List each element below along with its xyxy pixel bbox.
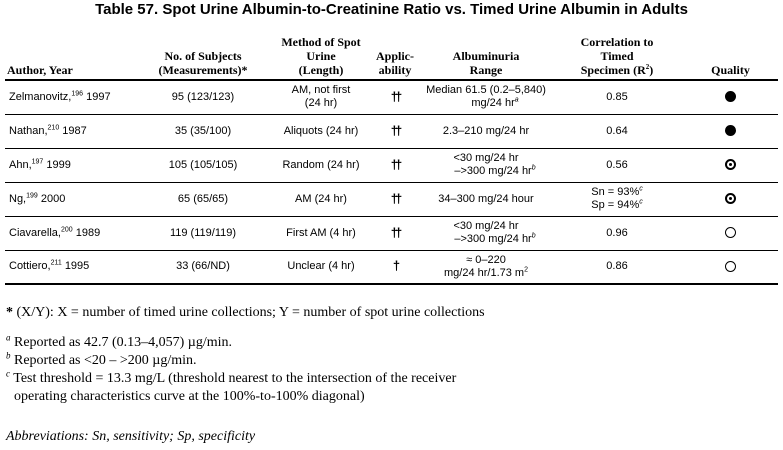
method-line: Aliquots (24 hr) bbox=[283, 124, 359, 137]
cell-quality bbox=[683, 80, 778, 114]
reference-number: 210 bbox=[47, 123, 60, 131]
correlation-value: Sn = 93% bbox=[591, 186, 640, 198]
table-row bbox=[5, 250, 778, 284]
cell-author bbox=[5, 182, 133, 216]
reference-number: 197 bbox=[31, 157, 44, 165]
col-header-method: Method of Spot Urine (Length) bbox=[273, 24, 369, 80]
method-line: Random (24 hr) bbox=[282, 158, 360, 171]
cell-method bbox=[273, 216, 369, 250]
cell-correlation bbox=[551, 250, 683, 284]
footnote-c: $^c$ Test threshold = 13.3 mg/L (threshold nearest to the intersection of the receiver bbox=[6, 368, 457, 386]
year: 1999 bbox=[46, 158, 71, 171]
footnote-marker: c bbox=[639, 185, 643, 193]
cell-author bbox=[5, 250, 133, 284]
quality-fair-icon bbox=[725, 159, 736, 170]
cell-range bbox=[421, 216, 551, 250]
col-header-correlation: Correlation to Timed Specimen $(R^2)$ bbox=[551, 24, 683, 80]
reference-number: 211 bbox=[50, 259, 62, 267]
cell-subjects: 119 (119/119) bbox=[133, 216, 273, 250]
quality-poor-icon bbox=[725, 261, 736, 272]
reference-number: 199 bbox=[26, 191, 38, 199]
cell-author bbox=[5, 80, 133, 114]
range-line: mg/24 hr bbox=[471, 97, 515, 110]
cell-range bbox=[421, 148, 551, 182]
method-line: AM, not first bbox=[291, 84, 351, 97]
author-name: Nathan, bbox=[9, 124, 48, 137]
cell-applicability bbox=[369, 114, 421, 148]
cell-method bbox=[273, 114, 369, 148]
range-line: 34–300 mg/24 hour bbox=[438, 192, 534, 205]
quality-fair-icon bbox=[725, 193, 736, 204]
range-line: mg/24 hr/1.73 m bbox=[444, 266, 525, 279]
correlation-value: Sp = 94% bbox=[591, 199, 640, 211]
range-line: ≈ 0–220 bbox=[466, 253, 506, 266]
two-people-icon: †† bbox=[390, 88, 400, 104]
table-row bbox=[5, 114, 778, 148]
one-person-icon: † bbox=[392, 258, 398, 274]
author-name: Ng, bbox=[9, 192, 27, 205]
cell-range bbox=[421, 114, 551, 148]
cell-applicability bbox=[369, 216, 421, 250]
two-people-icon: †† bbox=[390, 224, 400, 240]
footnote-marker: b bbox=[531, 232, 536, 240]
col-header-subjects: No. of Subjects (Measurements)* bbox=[133, 24, 273, 80]
cell-method bbox=[273, 250, 369, 284]
cell-correlation bbox=[551, 80, 683, 114]
correlation-value: 0.56 bbox=[606, 158, 628, 171]
method-line: (24 hr) bbox=[304, 97, 338, 110]
cell-subjects: 35 (35/100) bbox=[133, 114, 273, 148]
author-name: Cottiero, bbox=[9, 260, 51, 273]
cell-correlation bbox=[551, 182, 683, 216]
cell-applicability bbox=[369, 182, 421, 216]
correlation-value: 0.64 bbox=[606, 124, 628, 137]
footnote-a: $^a$ Reported as 42.7 (0.13–4,057) µg/min. bbox=[6, 332, 233, 350]
abbreviations-note: Abbreviations: Sn, sensitivity; Sp, specificity bbox=[6, 429, 256, 444]
col-header-applicability: Applic- ability bbox=[369, 24, 421, 80]
cell-author bbox=[5, 216, 133, 250]
method-line: Unclear (4 hr) bbox=[287, 260, 355, 273]
cell-range bbox=[421, 250, 551, 284]
author-name: Ahn, bbox=[9, 158, 32, 171]
footnote-marker: c bbox=[639, 198, 643, 206]
cell-correlation bbox=[551, 114, 683, 148]
range-line: 2.3–210 mg/24 hr bbox=[442, 124, 530, 137]
two-people-icon: †† bbox=[390, 190, 400, 206]
cell-subjects: 65 (65/65) bbox=[133, 182, 273, 216]
range-line: <30 mg/24 hr bbox=[453, 220, 519, 232]
col-header-range: Albuminuria Range bbox=[421, 24, 551, 80]
year: 1997 bbox=[86, 90, 111, 103]
author-name: Zelmanovitz, bbox=[9, 90, 72, 103]
cell-quality bbox=[683, 216, 778, 250]
method-line: AM (24 hr) bbox=[295, 192, 347, 205]
range-superscript: 2 bbox=[524, 266, 528, 274]
cell-correlation bbox=[551, 216, 683, 250]
quality-good-icon bbox=[725, 91, 736, 102]
cell-quality bbox=[683, 114, 778, 148]
table-row bbox=[5, 148, 778, 182]
correlation-value: 0.96 bbox=[606, 226, 628, 239]
range-line: –>300 mg/24 hr bbox=[454, 233, 532, 245]
correlation-value: 0.85 bbox=[606, 90, 628, 103]
cell-applicability bbox=[369, 80, 421, 114]
range-line: <30 mg/24 hr bbox=[453, 152, 519, 164]
cell-method bbox=[273, 182, 369, 216]
year: 2000 bbox=[40, 192, 66, 205]
table-row bbox=[5, 80, 778, 114]
cell-applicability bbox=[369, 250, 421, 284]
correlation-value: 0.86 bbox=[606, 260, 628, 273]
cell-author bbox=[5, 114, 133, 148]
reference-number: 196 bbox=[71, 90, 84, 98]
col-header-author: Author, Year bbox=[5, 24, 133, 80]
author-name: Ciavarella, bbox=[9, 226, 61, 239]
cell-correlation bbox=[551, 148, 683, 182]
col-header-quality: Quality bbox=[683, 24, 778, 80]
quality-good-icon bbox=[725, 125, 736, 136]
footnote-marker: b bbox=[531, 164, 536, 172]
cell-method bbox=[273, 148, 369, 182]
two-people-icon: †† bbox=[390, 122, 400, 138]
year: 1989 bbox=[75, 226, 101, 239]
cell-range bbox=[421, 80, 551, 114]
cell-subjects: 105 (105/105) bbox=[133, 148, 273, 182]
range-line: –>300 mg/24 hr bbox=[454, 165, 532, 177]
quality-poor-icon bbox=[725, 227, 736, 238]
cell-range bbox=[421, 182, 551, 216]
cell-subjects: 95 (123/123) bbox=[133, 80, 273, 114]
cell-quality bbox=[683, 182, 778, 216]
table-row bbox=[5, 216, 778, 250]
cell-quality bbox=[683, 148, 778, 182]
year: 1987 bbox=[62, 124, 87, 137]
reference-number: 200 bbox=[60, 225, 73, 233]
footnote-b: $^b$ Reported as <20 – >200 µg/min. bbox=[6, 350, 197, 368]
data-table bbox=[5, 24, 778, 285]
header-row bbox=[5, 24, 778, 80]
table-title: Table 57. Spot Urine Albumin-to-Creatinine Ratio vs. Timed Urine Albumin in Adults bbox=[95, 1, 688, 18]
two-people-icon: †† bbox=[390, 156, 400, 172]
table-row bbox=[5, 182, 778, 216]
cell-author bbox=[5, 148, 133, 182]
footnote-c-continued: operating characteristics curve at the 100%-to-100% diagonal) bbox=[14, 389, 365, 404]
cell-method bbox=[273, 80, 369, 114]
cell-applicability bbox=[369, 148, 421, 182]
cell-subjects: 33 (66/ND) bbox=[133, 250, 273, 284]
footnote-marker: a bbox=[514, 96, 519, 104]
method-line: First AM (4 hr) bbox=[286, 226, 356, 239]
footnote-star: * (X/Y): X = number of timed urine collections; Y = number of spot urine collections bbox=[6, 305, 485, 320]
range-line: Median 61.5 (0.2–5,840) bbox=[426, 84, 546, 97]
cell-quality bbox=[683, 250, 778, 284]
year: 1995 bbox=[64, 260, 90, 273]
